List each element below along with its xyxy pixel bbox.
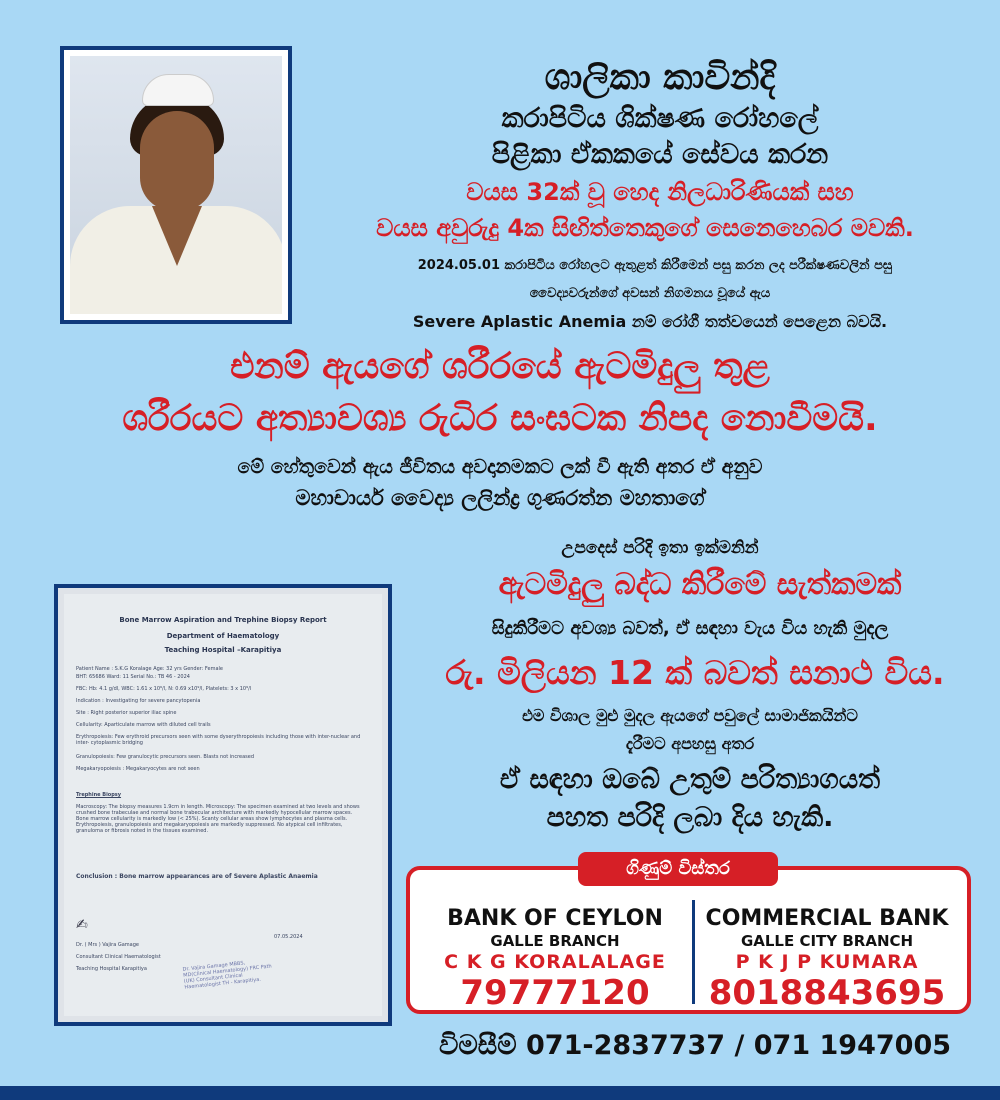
report-cellularity: Cellularity: Aparticulate marrow with diluted cell trails — [76, 722, 211, 728]
report-trephine: Trephine Biopsy — [76, 792, 122, 798]
report-bht: BHT: 65686 Ward: 11 Serial No.: TB 46 - 2024 — [76, 674, 190, 680]
report-macroscopy: Macroscopy: The biopsy measures 1.9cm in length. Microscopy: The specimen examined at two levels and shows crushed bone trabeculae and normal bone trabecular architecture with markedly hypocellular marrow spaces. Bone marrow cellularity is markedly low (< 25%). Scanty cellular areas show lymphocytes and plasma cells. Erythropoiesis, granulopoiesis and megakaryopoiesis are markedly suppressed. No atypical cell infiltrates, granuloma or fibrosis noted in the tissues examined. — [76, 804, 360, 834]
account-details-box — [406, 866, 971, 1014]
header-line-mother: වයස අවුරුදු 4ක සිඟිත්තෙකුගේ සෙනෙහෙබර මවකි. — [376, 214, 914, 242]
bank-commercial — [692, 906, 962, 1012]
report-erythropoiesis: Erythropoiesis: Few erythroid precursors seen with some dyserythropoiesis including those with inter-nuclear and inter- cytoplasmic bridging — [76, 734, 361, 746]
report-patient: Patient Name : S.K.G Koralage Age: 32 yrs Gender: Female — [76, 666, 224, 672]
bank-boc-account-number: 79777120 — [460, 973, 650, 1013]
right-red-surgery: ඇටමිදුලු බද්ධ කිරීමේ සැත්කමක් — [498, 567, 902, 602]
bank-commercial-account-number: 8018843695 — [708, 973, 946, 1013]
report-granulopoiesis: Granulopoiesis: Few granulocytic precursors seen. Blasts not increased — [76, 754, 255, 760]
portrait-photo — [70, 56, 282, 314]
report-site: Site : Right posterior superior iliac spine — [76, 710, 177, 716]
report-place: Teaching Hospital Karapitiya — [76, 966, 147, 972]
right-line-3: එම විශාල මුළු මුදල ඇයගේ පවුලේ සාමාජිකයින්ට — [522, 706, 858, 725]
person-name: ශාලිකා කාවින්දි — [544, 57, 776, 98]
report-megakaryopoiesis: Megakaryopoiesis : Megakaryocytes are not seen — [76, 766, 200, 772]
report-role: Consultant Clinical Haematologist — [76, 954, 161, 960]
account-details-title: ගිණුම් විස්තර — [578, 852, 778, 886]
right-line-4: දැරීමට අපහසු අතර — [625, 734, 755, 753]
bank-commercial-holder: P K J P KUMARA — [735, 951, 919, 973]
bank-boc-branch: GALLE BRANCH — [490, 932, 620, 950]
right-line-2: සිදුකිරීමට අවශ්‍ය බවත්, ඒ සඳහා වැය විය හැකි මුදල — [491, 618, 889, 639]
right-line-1: උපදෙස් පරිදි ඉතා ඉක්මනින් — [561, 538, 759, 558]
biopsy-report — [64, 594, 382, 1016]
header-line-hospital: කරාපිටිය ශික්ෂණ රෝහලේ — [501, 103, 819, 134]
middle-line-1: මේ හේතුවෙන් ඇය ජීවිතය අවදානමකට ලක් වී ඇති අතර ඒ අනුව — [237, 456, 763, 478]
bank-commercial-name: COMMERCIAL BANK — [705, 906, 949, 931]
portrait-photo-frame — [60, 46, 292, 324]
report-indication: Indication : Investigating for severe pancytopenia — [76, 698, 201, 704]
right-big-line-2: පහත පරිදි ලබා දිය හැකි. — [546, 802, 834, 833]
header-line-admitted: 2024.05.01 කරාපිටිය රෝහලට ඇතුළත් කිරීමෙන් පසු කරන ලද පරීක්ෂණවලින් පසු — [417, 258, 893, 273]
report-hospital: Teaching Hospital –Karapitiya — [164, 646, 282, 654]
signature-icon: ✍ — [76, 917, 88, 933]
bank-commercial-branch: GALLE CITY BRANCH — [740, 932, 914, 950]
report-stamp: Dr. Vajira Gamage MBBS, MD(Clinical Haematology) FRC Path (UK) Consultant Clinical Haematologist TH - Karapitiya. — [182, 960, 273, 991]
bank-boc-holder: C K G KORALALAGE — [444, 951, 666, 973]
header-line-diagnosis: Severe Aplastic Anemia නම් රෝගී තත්වයෙන් පෙළෙන බවයි. — [412, 312, 888, 331]
header-line-unit: පිළිකා ඒකකයේ සේවය කරන — [491, 139, 829, 170]
header-line-doctors: වෛද්‍යවරුන්ගේ අවසන් නිගමනය වූයේ ඇය — [529, 286, 771, 301]
middle-big-line-1: එනම් ඇයගේ ශරීරයේ ඇටමිදුලු තුළ — [230, 346, 770, 387]
bottom-bar — [0, 1086, 1000, 1100]
report-doctor: Dr. ( Mrs ) Vajira Gamage — [76, 942, 139, 948]
report-conclusion: Conclusion : Bone marrow appearances are of Severe Aplastic Anaemia — [76, 873, 318, 880]
middle-line-2: මහාචාර්ය වෛද්‍ය ලලින්ද්‍ර ගුණරත්න මහතාගේ — [295, 486, 705, 510]
middle-big-line-2: ශරීරයට අත්‍යාවශ්‍ය රුධිර සංඝටක නිපද නොවීමයි. — [122, 398, 878, 439]
report-fbc: FBC: Hb: 4.1 g/dl, WBC: 1.61 x 10⁹/l, N: 0.69 x10⁹/l, Platelets: 3 x 10⁹/l — [76, 686, 252, 692]
contact-numbers: විමසීම් 071-2837737 / 071 1947005 — [438, 1030, 952, 1061]
biopsy-report-photo-frame — [54, 584, 392, 1026]
right-red-amount: රු. මිලියන 12 ක් බවත් සනාථ විය. — [445, 653, 945, 692]
right-big-line-1: ඒ සඳහා ඔබේ උතුම් පරිත්‍යාගයත් — [499, 764, 881, 795]
report-dept: Department of Haematology — [166, 632, 280, 640]
bank-boc — [420, 906, 690, 1012]
report-title: Bone Marrow Aspiration and Trephine Biopsy Report — [119, 616, 327, 624]
report-date: 07.05.2024 — [274, 934, 303, 940]
header-line-age: වයස 32ක් වූ හෙද නිලධාරිණියක් සහ — [466, 178, 854, 206]
bank-boc-name: BANK OF CEYLON — [447, 906, 663, 931]
